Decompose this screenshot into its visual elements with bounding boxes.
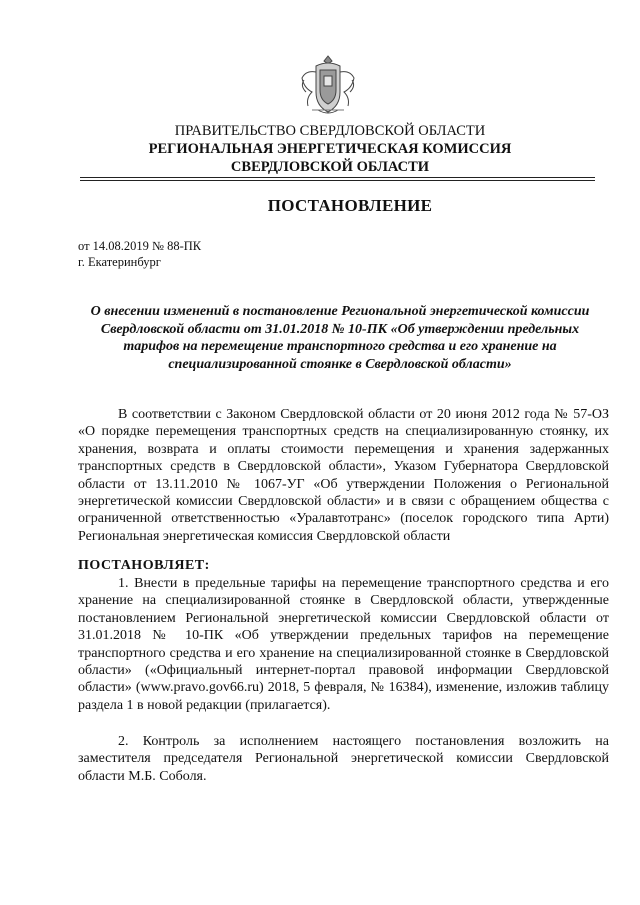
region-name: СВЕРДЛОВСКОЙ ОБЛАСТИ [230, 159, 430, 175]
preamble-paragraph: В соответствии с Законом Свердловской области от 20 июня 2012 года № 57-ОЗ «О порядке перемещения транспортных средств на специализированную стоянку, их хранения, возврата и оплаты стоимости перемещения и хранения задержанных транспортных средств в Свердловской области», Указом Губернатора Свердловской области от 13.11.2010 № 1067-УГ «Об утверждении Положения о Региональной энергетической комиссии Свердловской области» и в связи с обращением общества с ограниченной ответственностью «Уралавтотранс» (поселок городского типа Арти) Региональная энергетическая комиссия Свердловской области [78, 407, 609, 544]
government-name: ПРАВИТЕЛЬСТВО СВЕРДЛОВСКОЙ ОБЛАСТИ [174, 123, 486, 139]
header-divider-top [80, 177, 595, 178]
city: г. Екатеринбург [78, 255, 161, 269]
decree-item-2: 2. Контроль за исполнением настоящего постановления возложить на заместителя председателя Региональной энергетической комиссии Свердловской области М.Б. Соболя. [78, 734, 609, 784]
document-subject: О внесении изменений в постановление Региональной энергетической комиссии Свердловской области от 31.01.2018 № 10-ПК «Об утверждении предельных тарифов на перемещение транспортного средства и его хранение на специализированной стоянке в Свердловской области» [90, 304, 590, 372]
document-title: ПОСТАНОВЛЕНИЕ [267, 196, 433, 215]
decree-word: ПОСТАНОВЛЯЕТ: [78, 558, 210, 573]
date-number: от 14.08.2019 № 88-ПК [78, 239, 202, 253]
decree-item-1: 1. Внести в предельные тарифы на перемещение транспортного средства и его хранение на специализированной стоянке в Свердловской области, утвержденные постановлением Региональной энергетической комиссии Свердловской области от 31.01.2018 № 10-ПК «Об утверждении предельных тарифов на перемещение транспортного средства и его хранение на специализированной стоянке в Свердловской области» («Официальный интернет-портал правовой информации Свердловской области» (www.pravo.gov66.ru) 2018, 5 февраля, № 16384), изменение, изложив таблицу раздела 1 в новой редакции (прилагается). [78, 576, 609, 713]
coat-of-arms-emblem [298, 52, 358, 118]
commission-name: РЕГИОНАЛЬНАЯ ЭНЕРГЕТИЧЕСКАЯ КОМИССИЯ [148, 141, 512, 157]
header-divider-bottom [80, 180, 595, 181]
